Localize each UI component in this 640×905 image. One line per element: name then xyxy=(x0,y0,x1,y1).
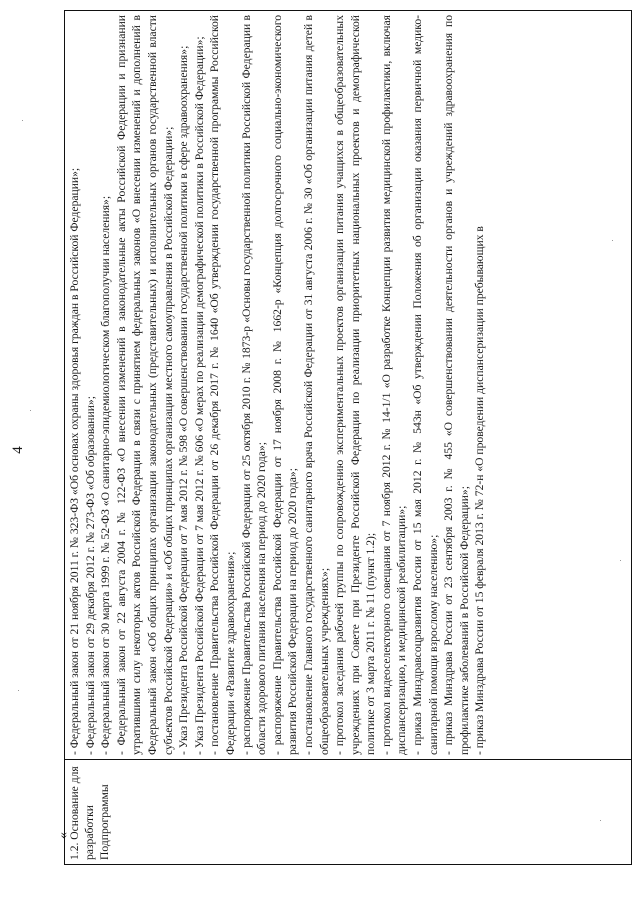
legal-basis-item: - Федеральный закон от 21 ноября 2011 г. № 323-ФЗ «Об основах охраны здоровья граждан в Российской Федерации»; xyxy=(68,167,81,755)
scan-speck xyxy=(600,820,601,821)
legal-basis-item: - Федеральный закон от 22 августа 2004 г. № 122-ФЗ «О внесении изменений в законодательные акты Российской Федерации и признании утратившими силу некоторых актов Российской Федерации в связи с принятием федеральных законов «О внесении изменений и дополнений в Федеральный закон «Об общих принципах организации законодательных (представительных) и исполнительных органов государственной власти субъектов Российской Федерации» и «Об общих принципах организации местного самоуправления в Российской Федерации»; xyxy=(114,15,175,755)
legal-basis-cell xyxy=(67,15,488,755)
legal-basis-item: - приказ Минздравсоцразвития России от 15 мая 2012 г. № 543н «Об утверждении Положения об организации оказания первичной медико-санитарной помощи взрослому населению»; xyxy=(411,15,440,755)
legal-basis-item: - Федеральный закон от 29 декабря 2012 г. № 273-ФЗ «Об образовании»; xyxy=(83,396,97,755)
legal-basis-item: - распоряжение Правительства Российской Федерации от 17 ноября 2008 г. № 1662-р «Концепция долгосрочного социально-экономического развития Российской Федерации на период до 2020 года»; xyxy=(270,15,300,755)
legal-basis-item: - протокол заседания рабочей группы по сопровождению экспериментальных проектов организации питания учащихся в общеобразовательных учреждениях при Совете при Президенте Российской Федерации по реализации приоритетных национальных проектов и демографической политике от 3 марта 2011 г. № 11 (пункт 1.2); xyxy=(333,15,378,755)
legal-basis-item: - приказ Минздрава России от 23 сентября 2003 г. № 455 «О совершенствовании деятельности органов и учреждений здравоохранения по профилактике заболеваний в Российской Федерации»; xyxy=(442,15,471,755)
column-divider xyxy=(65,759,631,760)
scan-speck xyxy=(612,240,613,241)
legal-basis-item: - протокол видеоселекторного совещания от 7 ноября 2012 г. № 14-1/1 «О разработке Концепции развития медицинской профилактики, включая диспансеризацию, и медицинской реабилитации»; xyxy=(379,15,409,755)
section-label-cell: 1.2. Основание для разработки Подпрограммы xyxy=(68,766,111,860)
legal-basis-item: - приказ Минздрава России от 15 февраля 2013 г. № 72-н «О проведении диспансеризации пребывающих в xyxy=(473,226,487,755)
legal-basis-item: - постановление Главного государственного санитарного врача Российской Федерации от 31 августа 2006 г. № 30 «Об организации питания детей в общеобразовательных учреждениях»; xyxy=(301,15,331,755)
legal-basis-item: - Указ Президента Российской Федерации от 7 мая 2012 г. № 606 «О мерах по реализации демографической политики в Российской Федерации»; xyxy=(192,36,206,755)
scan-speck xyxy=(22,120,23,121)
legal-basis-item: - Указ Президента Российской Федерации от 7 мая 2012 г. № 598 «О совершенствовании государственной политики в сфере здравоохранения»; xyxy=(177,45,191,755)
legal-basis-item: - распоряжение Правительства Российской Федерации от 25 октября 2010 г. № 1873-р «Основы государственной политики Российской Федерации в области здорового питания населения на период до 2020 года»; xyxy=(239,15,269,755)
opening-quote-mark: « xyxy=(56,832,71,839)
program-passport-table xyxy=(64,10,632,865)
scan-speck xyxy=(620,560,621,561)
scan-speck xyxy=(18,690,19,691)
scan-speck xyxy=(30,410,31,411)
page-number: 4 xyxy=(10,446,26,454)
legal-basis-item: - Федеральный закон от 30 марта 1999 г. № 52-ФЗ «О санитарно-эпидемиологическом благополучии населения»; xyxy=(99,195,113,755)
legal-basis-item: - постановление Правительства Российской Федерации от 26 декабря 2017 г. № 1640 «Об утверждении государственной программы Российской Федерации «Развитие здравоохранения»; xyxy=(208,15,237,755)
